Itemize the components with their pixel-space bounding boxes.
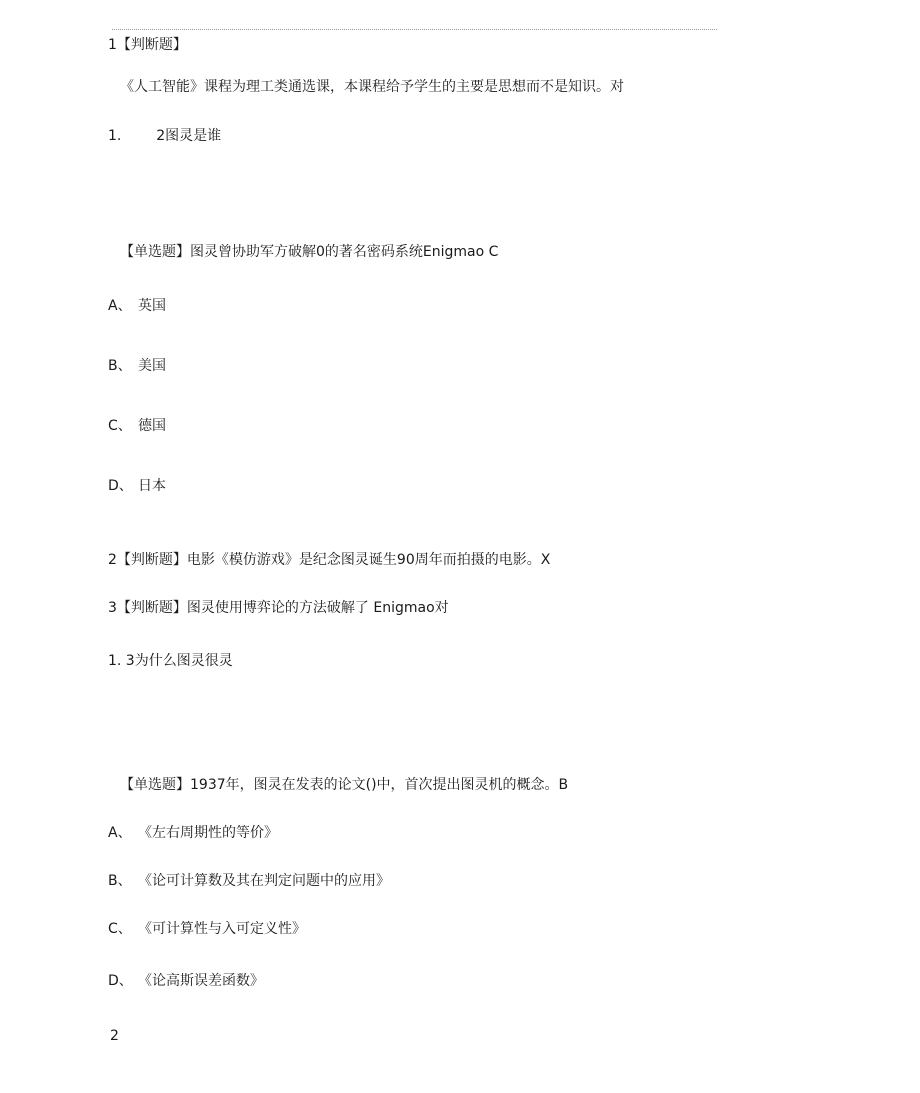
footer-number: 2: [110, 1028, 119, 1044]
option-letter: D、: [108, 478, 133, 494]
q2-option-b: [108, 356, 166, 376]
q2-option-d: [108, 476, 166, 496]
q5-option-b: [108, 871, 390, 891]
option-letter: A、: [108, 298, 132, 314]
option-letter: C、: [108, 418, 132, 434]
option-text: 《可计算性与入可定义性》: [138, 921, 306, 937]
option-letter: B、: [108, 873, 132, 889]
top-dotted-rule: [112, 29, 717, 30]
q3-statement: 2【判断题】电影《模仿游戏》是纪念图灵诞生90周年而拍摄的电影。X: [108, 552, 551, 568]
q5-option-c: [108, 919, 306, 939]
option-letter: B、: [108, 358, 132, 374]
option-letter: A、: [108, 825, 132, 841]
q2-stem: 【单选题】图灵曾协助军方破解0的著名密码系统Enigmao C: [120, 244, 499, 260]
option-letter: C、: [108, 921, 132, 937]
option-text: 德国: [138, 418, 166, 434]
section-3-heading: 1. 3为什么图灵很灵: [108, 653, 233, 669]
option-text: 英国: [138, 298, 166, 314]
q2-option-c: [108, 416, 166, 436]
section-2-heading: [108, 126, 221, 146]
q1-header: 1【判断题】: [108, 37, 187, 53]
q5-stem: 【单选题】1937年，图灵在发表的论文()中，首次提出图灵机的概念。B: [120, 777, 569, 793]
section-2-title: 2图灵是谁: [156, 128, 222, 144]
q2-option-a: [108, 296, 166, 316]
option-text: 《左右周期性的等价》: [138, 825, 278, 841]
option-text: 日本: [138, 478, 166, 494]
section-2-number: 1.: [108, 128, 122, 144]
option-letter: D、: [108, 973, 133, 989]
q5-option-a: [108, 823, 278, 843]
q4-statement: 3【判断题】图灵使用博弈论的方法破解了 Enigmao对: [108, 600, 449, 616]
q1-statement: 《人工智能》课程为理工类通选课，本课程给予学生的主要是思想而不是知识。对: [120, 79, 624, 95]
option-text: 《论可计算数及其在判定问题中的应用》: [138, 873, 390, 889]
option-text: 《论高斯误差函数》: [138, 973, 264, 989]
q5-option-d: [108, 971, 264, 991]
option-text: 美国: [138, 358, 166, 374]
